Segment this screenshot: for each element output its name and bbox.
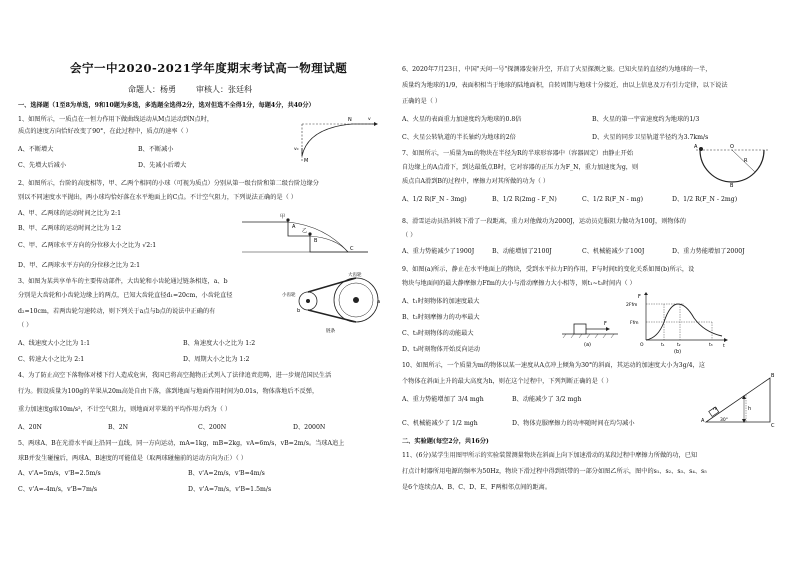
- q1-option-a: A、不断增大: [18, 146, 54, 153]
- q4-stem: 行为。假设质量为100g的苹果从20m高处自由下落，落到地面与地面作用时间为0.01s，物体落地后不反弹，: [18, 388, 319, 395]
- q8-option-a: A、重力势能减少了1900J: [402, 248, 475, 255]
- q2-fig-label: B: [314, 238, 318, 244]
- q7-figure: [692, 142, 774, 188]
- q2-fig-label: C: [350, 246, 354, 252]
- q3-stem: 3、如图为某共享单车的主要传动部件，大齿轮和小齿轮通过链条相连，a、b: [18, 278, 228, 285]
- q2-stem: 2、如图所示，台阶的高度相等，甲、乙两个相同的小球（可视为质点）分别从第一级台阶和第二级台阶边缘分: [18, 180, 319, 187]
- q9-fig-label: t₂: [677, 343, 681, 348]
- q1-stem: 质点的速度方向恰好改变了90°，在此过程中，质点的速率（ ）: [18, 128, 192, 135]
- q11-stem: 是6个连续点A、B、C、D、E、F两相邻点间的距离。: [402, 484, 552, 491]
- q10-option-b: B、动能减少了 3/2 mgh: [512, 396, 582, 403]
- section1-heading: 一、选择题（1至8为单选，9和10题为多选，多选题全选得2分，选对但选不全得1分，每题4分，共40分）: [18, 102, 315, 109]
- section2-heading: 二、实验题(每空2分，共16分): [402, 438, 489, 445]
- q10-option-a: A、重力势能增加了 3/4 mgh: [402, 396, 484, 403]
- q6-stem: 质量约为地球的1/9，表面积相当于地球的陆地面积，自转周期与地球十分接近，由以上信息及万有引力定律，以下说法: [402, 82, 728, 89]
- q6-option-c: C、火星公转轨道的半长轴约为地球的2倍: [402, 134, 516, 141]
- q1-fig-label: M: [304, 158, 309, 164]
- q10-figure: [700, 370, 776, 428]
- exam-title: 会宁一中2020-2021学年度期末考试高一物理试题: [70, 61, 348, 75]
- q8-option-d: D、重力势能增加了2000J: [672, 248, 745, 255]
- q3-stem: 分别是大齿轮和小齿轮边缘上的两点，已知大齿轮直径d₁=20cm，小齿轮直径: [18, 292, 233, 299]
- q9-option-b: B、t₂时刻摩擦力的功率最大: [402, 314, 480, 321]
- q3-option-c: C、转速大小之比为 2:1: [18, 356, 85, 363]
- q3-fig-label: a: [377, 299, 381, 305]
- q9-option-c: C、t₃时刻物体的动能最大: [402, 330, 474, 337]
- q9-figure-a: [560, 296, 620, 350]
- reviewer: 审核人：张廷科: [196, 85, 252, 94]
- q3-fig-label: 大齿轮: [348, 273, 362, 278]
- q5-option-d: D、v'A=7m/s，v'B=1.5m/s: [188, 486, 272, 493]
- q10-stem: 个物体在斜面上升的最大高度为h，则在这个过程中，下列判断正确的是（ ）: [402, 378, 613, 385]
- q8-stem: （ ）: [402, 232, 417, 239]
- q2-option-a: A、甲、乙两球的运动时间之比为 2:1: [18, 210, 122, 217]
- q7-fig-label: B: [730, 183, 734, 188]
- q11-stem: 打点计时器所用电源的频率为50Hz，物块下滑过程中得到纸带的一部分如图乙所示，图中的s₁、s₂、s₃、s₄、s₅: [402, 468, 707, 475]
- q9-fig-label: t₁: [661, 343, 665, 348]
- q7-option-a: A、1/2 R(F_N - 3mg): [402, 196, 467, 203]
- q2-option-b: B、甲、乙两球的运动时间之比为 1:2: [18, 225, 122, 232]
- q3-option-a: A、线速度大小之比为 1:1: [18, 340, 91, 347]
- q1-option-d: D、先减小后增大: [138, 162, 187, 169]
- q1-fig-label: N: [348, 117, 352, 123]
- q3-fig-label: 小齿轮: [282, 293, 296, 298]
- q6-option-d: D、火星的同步卫星轨道半径约为3.7km/s: [592, 134, 709, 141]
- q9-fig-label: (a): [584, 342, 591, 348]
- q10-fig-label: m: [713, 407, 718, 412]
- q1-option-b: B、不断减小: [138, 146, 174, 153]
- q7-fig-label: A: [694, 144, 698, 150]
- q3-fig-label: b: [297, 308, 301, 314]
- q2-fig-label: A: [292, 224, 296, 230]
- q7-option-b: B、1/2 R(2mg - F_N): [492, 196, 557, 203]
- q9-option-a: A、t₁时刻物体的加速度最大: [402, 298, 480, 305]
- q11-stem: 11、(6分)某学生用图甲所示的实验装置测量物块在斜面上向下加速滑动的某段过程中摩擦力所做的功，已知: [402, 452, 698, 459]
- q8-stem: 8、滑雪运动员沿斜坡下滑了一段距离，重力对他做功为2000J，运动员克服阻力做功为100J，则物体的: [402, 218, 686, 225]
- q9-fig-label: Ffm: [630, 321, 639, 326]
- q9-fig-label: O: [640, 343, 644, 348]
- q6-option-b: B、火星的第一宇宙速度约为地球的1/3: [592, 116, 700, 123]
- q3-option-d: D、周期大小之比为 1:2: [183, 356, 250, 363]
- q4-option-c: C、200N: [198, 424, 227, 431]
- q9-fig-label: t: [723, 344, 725, 349]
- q5-stem: 5、两球A、B在光滑水平面上沿同一直线，同一方向运动，mA=1kg，mB=2kg，vA=6m/s，vB=2m/s。当球A追上: [18, 440, 345, 447]
- q4-option-d: D、2000N: [293, 424, 326, 431]
- q6-stem: 6、2020年7月23日，中国"天问一号"探测器发射升空，开启了火星探测之旅。已知火星的直径约为地球的一半，: [402, 66, 712, 73]
- q2-stem: 别以不同速度水平抛出，两小球均恰好落在水平地面上的C点。不计空气阻力，下列说法正确的是（ ）: [18, 194, 297, 201]
- q10-fig-label: B: [771, 373, 775, 379]
- q10-fig-label: A: [701, 418, 705, 424]
- q4-stem: 4、为了防止高空下落物体对楼下行人造成危害，我国已将高空抛物正式列入了法律追责范畴，进一步规范国民生活: [18, 372, 332, 379]
- q9-fig-label: 2Ffm: [626, 303, 638, 308]
- q1-stem: 1、如图所示，一质点在一恒力作用下做曲线运动从M点运动到N点时，: [18, 116, 214, 123]
- q9-stem: 9、如图(a)所示，静止在水平地面上的物块，受到水平拉力F的作用，F与时间t的变化关系如图(b)所示，设: [402, 266, 695, 273]
- q9-fig-label: F: [638, 294, 641, 300]
- q9-fig-label: (b): [674, 349, 682, 354]
- q2-fig-label: 甲: [280, 214, 286, 220]
- q7-stem: 自边缘上的A点滑下，到达最低点B时，它对容器的正压力为F_N，重力加速度为g，则: [402, 164, 639, 171]
- q8-option-b: B、动能增加了2100J: [492, 248, 552, 255]
- q6-option-a: A、火星的表面重力加速度约为地球的0.8倍: [402, 116, 522, 123]
- q1-fig-label: v₀: [294, 147, 299, 152]
- q1-figure: [290, 110, 382, 166]
- q7-stem: 质点自A滑到B的过程中，摩擦力对其所做的功为（ ）: [402, 178, 550, 185]
- q4-option-b: B、2N: [108, 424, 129, 431]
- q10-stem: 10、如图所示，一个质量为m的物体以某一速度从A点冲上倾角为30°的斜面，其运动的加速度大小为3g/4，这: [402, 362, 705, 369]
- q3-figure: [280, 270, 386, 336]
- q4-stem: 重力加速度g取10m/s²，不计空气阻力，则地面对苹果的平均作用力约为（ ）: [18, 406, 232, 413]
- q5-stem: 球B并发生碰撞后，两球A、B速度的可能值是（取两球碰撞前的运动方向为正）（ ）: [18, 455, 247, 462]
- q2-fig-label: 乙: [302, 228, 308, 234]
- q2-option-c: C、甲、乙两球水平方向的分位移大小之比为 √2:1: [18, 242, 157, 249]
- q8-option-c: C、机械能减少了100J: [582, 248, 645, 255]
- q10-option-c: C、机械能减少了 1/2 mgh: [402, 420, 478, 427]
- q1-fig-label: v: [368, 117, 371, 122]
- q9-fig-label: t₃: [709, 343, 713, 348]
- q3-stem: （ ）: [18, 322, 33, 329]
- q5-option-c: C、v'A=-4m/s，v'B=7m/s: [18, 486, 98, 493]
- q5-option-b: B、v'A=2m/s，v'B=4m/s: [188, 470, 265, 477]
- q7-stem: 7、如图所示，一质量为m的物块在半径为R的半球形容器中（容器固定）由静止开始: [402, 150, 634, 157]
- q9-option-d: D、t₃时刻物体开始反向运动: [402, 346, 480, 353]
- q6-stem: 正确的是（ ）: [402, 98, 442, 105]
- q2-option-d: D、甲、乙两球水平方向的分位移之比为 2:1: [18, 262, 141, 269]
- q4-option-a: A、20N: [18, 424, 42, 431]
- q10-fig-label: h: [748, 406, 752, 412]
- q10-option-d: D、物体克服摩擦力的功率随时间在均匀减小: [512, 420, 635, 427]
- q10-fig-label: 30°: [720, 418, 728, 423]
- q7-option-c: C、1/2 R(F_N - mg): [582, 196, 643, 203]
- q7-fig-label: R: [744, 158, 748, 164]
- q9-figure-b: [624, 292, 728, 354]
- q5-option-a: A、v'A=5m/s，v'B=2.5m/s: [18, 470, 101, 477]
- q3-stem: d₂=10cm，若两齿轮匀速转动，则下列关于a点与b点的说法中正确的有: [18, 308, 216, 315]
- q7-option-d: D、1/2 R(F_N - 2mg): [672, 196, 738, 203]
- q9-fig-label: F: [604, 321, 607, 327]
- q2-figure: [240, 208, 370, 260]
- q1-option-c: C、先增大后减小: [18, 162, 67, 169]
- q7-fig-label: O: [730, 144, 734, 150]
- q9-stem: 物块与地面间的最大静摩擦力Ffm的大小与滑动摩擦力大小相等，则t₁~t₃时间内（ ）: [402, 280, 636, 287]
- q3-fig-label: 链条: [326, 329, 335, 334]
- q10-fig-label: C: [771, 423, 775, 428]
- author: 命题人：杨勇: [128, 85, 176, 94]
- q3-option-b: B、角速度大小之比为 1:2: [183, 340, 256, 347]
